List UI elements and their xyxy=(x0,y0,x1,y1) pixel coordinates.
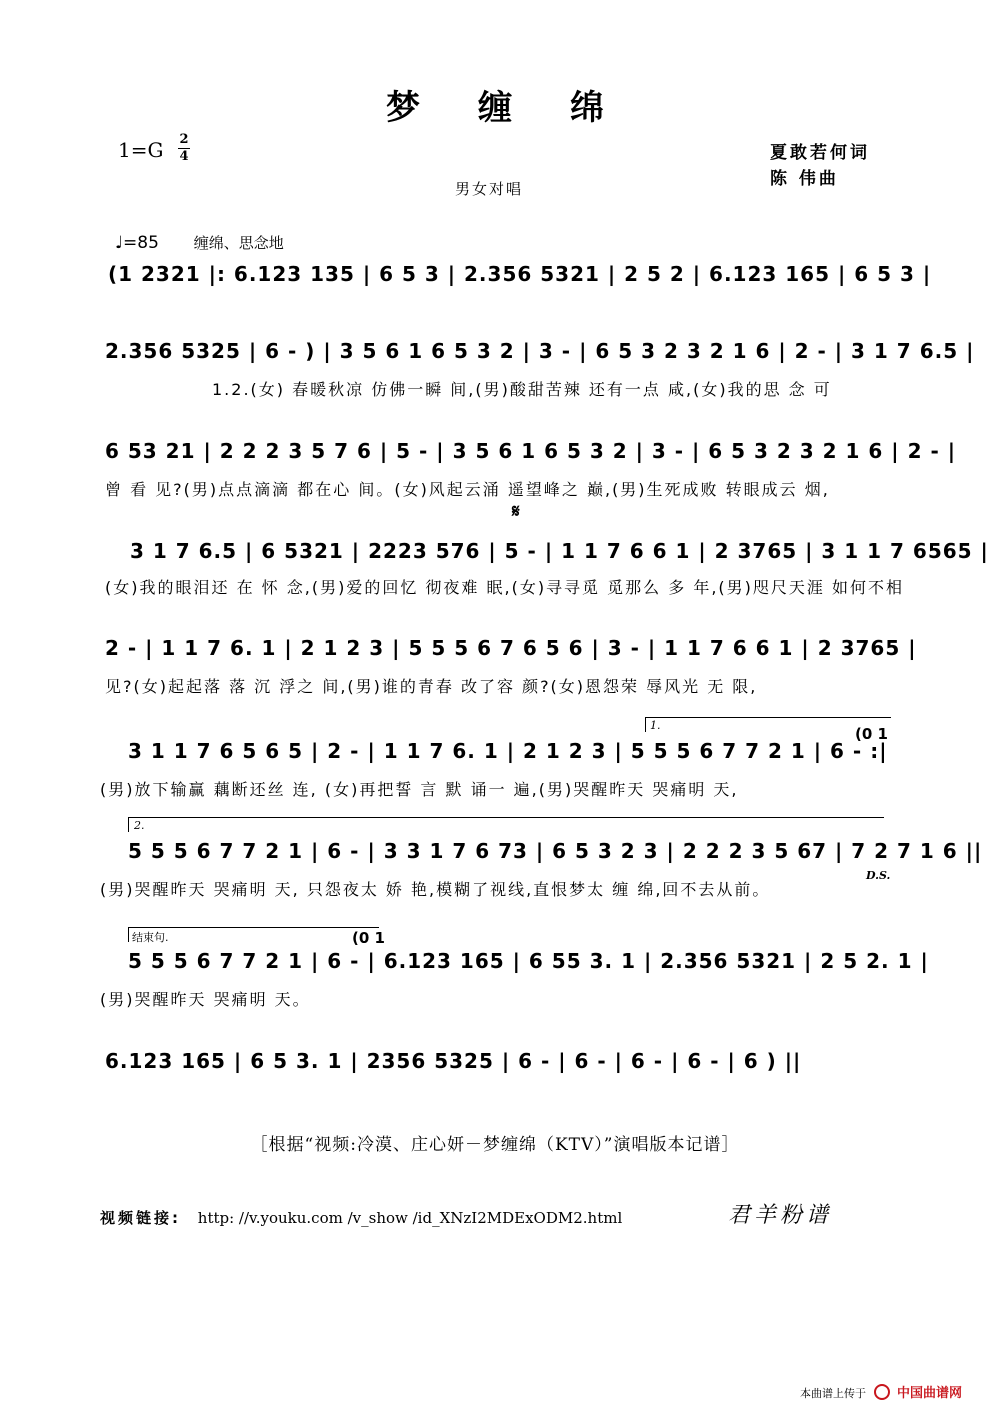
time-signature-bottom: 4 xyxy=(179,149,189,164)
lyrics-line: (男)放下输赢 藕断还丝 连, (女)再把誓 言 默 诵一 遍,(男)哭醒昨天 哭痛明 天, xyxy=(100,780,739,799)
expression-mark: 缠绵、思念地 xyxy=(193,234,284,252)
notes-line: (1 2321 |: 6.123 135 | 6 5 3 | 2.356 5321 | 2 5 2 | 6.123 165 | 6 5 3 | xyxy=(108,262,932,286)
second-ending-label: 2. xyxy=(134,819,145,832)
lyrics-line: (女)我的眼泪还 在 怀 念,(男)爱的回忆 彻夜难 眠,(女)寻寻觅 觅那么 多 年,(男)咫尺天涯 如何不相 xyxy=(105,578,904,597)
credits xyxy=(770,140,870,192)
lyrics-line: (男)哭醒昨天 哭痛明 天, 只怨夜太 娇 艳,模糊了视线,直恨梦太 缠 绵,回不去从前。 xyxy=(100,880,771,899)
key-signature: 1=G xyxy=(118,138,164,162)
notes-line: 5 5 5 6 7 7 2 1 | 6 - | 6.123 165 | 6 55 3. 1 | 2.356 5321 | 2 5 2. 1 | xyxy=(128,949,929,973)
page-title: 梦缠绵 xyxy=(386,88,662,128)
tempo-value: ♩=85 xyxy=(115,233,159,253)
transcriber-signature: 君羊粉谱 xyxy=(728,1203,833,1228)
notes-line: 3 1 7 6.5 | 6 5321 | 2223 576 | 5 - | 1 1 7 6 6 1 | 2 3765 | 3 1 1 7 6565 | xyxy=(130,539,989,563)
footer xyxy=(800,1382,962,1401)
footer-text: 本曲谱上传于 xyxy=(800,1387,866,1400)
lyrics-line: (男)哭醒昨天 哭痛明 天。 xyxy=(100,990,311,1009)
source-note: ［根据“视频:冷漠、庄心妍－梦缠绵（KTV）”演唱版本记谱］ xyxy=(250,1135,740,1155)
lyrics-line: 曾 看 见?(男)点点滴滴 都在心 间。(女)风起云涌 遥望峰之 巅,(男)生死成败 转眼成云 烟, xyxy=(105,480,830,499)
second-ending-bracket xyxy=(128,817,884,832)
lyrics-line: 见?(女)起起落 落 沉 浮之 间,(男)谁的青春 改了容 颜?(女)恩怨荣 辱风光 无 限, xyxy=(105,677,758,696)
notes-line: 2 - | 1 1 7 6. 1 | 2 1 2 3 | 5 5 5 6 7 6 5 6 | 3 - | 1 1 7 6 6 1 | 2 3765 | xyxy=(105,636,917,660)
video-link-label: 视频链接: xyxy=(100,1209,181,1227)
performance-style: 男女对唱 xyxy=(455,180,524,198)
site-logo-icon xyxy=(874,1384,890,1400)
time-signature xyxy=(178,133,190,164)
first-ending-label: 1. xyxy=(650,719,661,732)
segno-sign: 𝄋 xyxy=(512,501,520,522)
notes-line: 3 1 1 7 6 5 6 5 | 2 - | 1 1 7 6. 1 | 2 1 2 3 | 5 5 5 6 7 7 2 1 | 6 - :| xyxy=(128,739,888,763)
video-link-line xyxy=(100,1207,622,1228)
lyricist: 夏敢若何词 xyxy=(770,143,870,163)
notes-line: 6.123 165 | 6 5 3. 1 | 2356 5325 | 6 - | 6 - | 6 - | 6 - | 6 ) || xyxy=(105,1049,802,1073)
notes-line: 2.356 5325 | 6 - ) | 3 5 6 1 6 5 3 2 | 3 - | 6 5 3 2 3 2 1 6 | 2 - | 3 1 7 6.5 | xyxy=(105,339,975,363)
composer: 陈 伟曲 xyxy=(770,169,839,189)
time-signature-top: 2 xyxy=(179,132,189,147)
tempo-marking xyxy=(115,232,284,253)
notes-line: 5 5 5 6 7 7 2 1 | 6 - | 3 3 1 7 6 73 | 6 5 3 2 3 | 2 2 2 3 5 67 | 7 2 7 1 6 || xyxy=(128,839,983,863)
notes-line: 6 53 21 | 2 2 2 3 5 7 6 | 5 - | 3 5 6 1 6 5 3 2 | 3 - | 6 5 3 2 3 2 1 6 | 2 - | xyxy=(105,439,957,463)
ending-label: 结束句. xyxy=(132,931,169,944)
site-logo-text[interactable]: 中国曲谱网 xyxy=(897,1386,963,1401)
dal-segno-mark: D.S. xyxy=(866,869,891,882)
pickup-notes: (0 1 xyxy=(352,929,385,947)
video-link-url[interactable]: http: //v.youku.com /v_show /id_XNzI2MDExODM2.html xyxy=(197,1209,623,1227)
lyrics-line: 1.2.(女) 春暖秋凉 仿佛一瞬 间,(男)酸甜苦辣 还有一点 咸,(女)我的思 念 可 xyxy=(212,380,832,399)
pickup-notes: (0 1 xyxy=(855,725,888,743)
